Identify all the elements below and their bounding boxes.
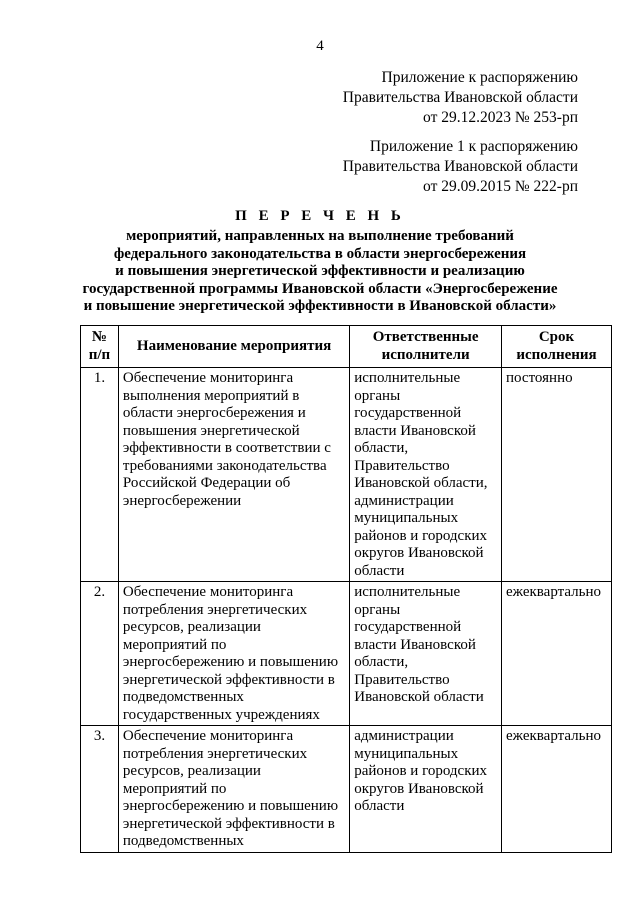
row-executors: исполнительные органы государственной власти Ивановской области, Правительство Ивановской области, администрации муниципальных районов и городских округов Ивановской области bbox=[350, 368, 502, 582]
appendix-original-line: Правительства Ивановской области bbox=[342, 158, 578, 175]
row-executors: исполнительные органы государственной власти Ивановской области, Правительство Ивановской области bbox=[350, 582, 502, 726]
row-deadline: ежеквартально bbox=[502, 726, 612, 853]
appendix-current bbox=[343, 68, 578, 128]
row-executors: администрации муниципальных районов и городских округов Ивановской области bbox=[350, 726, 502, 853]
appendix-original bbox=[343, 137, 578, 197]
appendix-original-line: от 29.09.2015 № 222-рп bbox=[423, 178, 578, 195]
appendix-current-line: от 29.12.2023 № 253-рп bbox=[423, 109, 578, 126]
row-measure-name: Обеспечение мониторинга потребления энергетических ресурсов, реализации мероприятий по энергосбережению и повышению энергетической эффективности в подведомственных bbox=[118, 726, 349, 853]
appendix-original-line: Приложение 1 к распоряжению bbox=[369, 138, 578, 155]
header-deadline: Срок исполнения bbox=[502, 326, 612, 368]
row-measure-name: Обеспечение мониторинга выполнения мероприятий в области энергосбережения и повышения энергетической эффективности в соответствии с требованиями законодательства Российской Федерации об энергосбережении bbox=[118, 368, 349, 582]
table-row bbox=[81, 582, 612, 726]
appendix-current-line: Приложение к распоряжению bbox=[381, 69, 578, 86]
document-title: П Е Р Е Ч Е Н Ь bbox=[235, 208, 405, 224]
subtitle-line: и повышения энергетической эффективности и реализацию bbox=[115, 263, 525, 279]
header-name: Наименование мероприятия bbox=[118, 326, 349, 368]
header-num: № п/п bbox=[81, 326, 119, 368]
table-header-row bbox=[81, 326, 612, 368]
row-deadline: постоянно bbox=[502, 368, 612, 582]
subtitle-line: мероприятий, направленных на выполнение требований bbox=[126, 228, 514, 244]
table-row bbox=[81, 368, 612, 582]
row-number: 3. bbox=[81, 726, 119, 853]
table-row bbox=[81, 726, 612, 853]
page-number: 4 bbox=[316, 38, 324, 54]
row-deadline: ежеквартально bbox=[502, 582, 612, 726]
row-number: 2. bbox=[81, 582, 119, 726]
subtitle-line: государственной программы Ивановской области «Энергосбережение bbox=[82, 280, 558, 297]
measures-table bbox=[80, 325, 612, 853]
appendix-current-line: Правительства Ивановской области bbox=[342, 89, 578, 106]
subtitle-line: федерального законодательства в области энергосбережения bbox=[113, 245, 527, 262]
document-subtitle bbox=[0, 228, 640, 316]
row-measure-name: Обеспечение мониторинга потребления энергетических ресурсов, реализации мероприятий по энергосбережению и повышению энергетической эффективности в подведомственных государственных учреждениях bbox=[118, 582, 349, 726]
row-number: 1. bbox=[81, 368, 119, 582]
subtitle-line: и повышение энергетической эффективности в Ивановской области» bbox=[83, 298, 557, 314]
header-executors: Ответственные исполнители bbox=[350, 326, 502, 368]
